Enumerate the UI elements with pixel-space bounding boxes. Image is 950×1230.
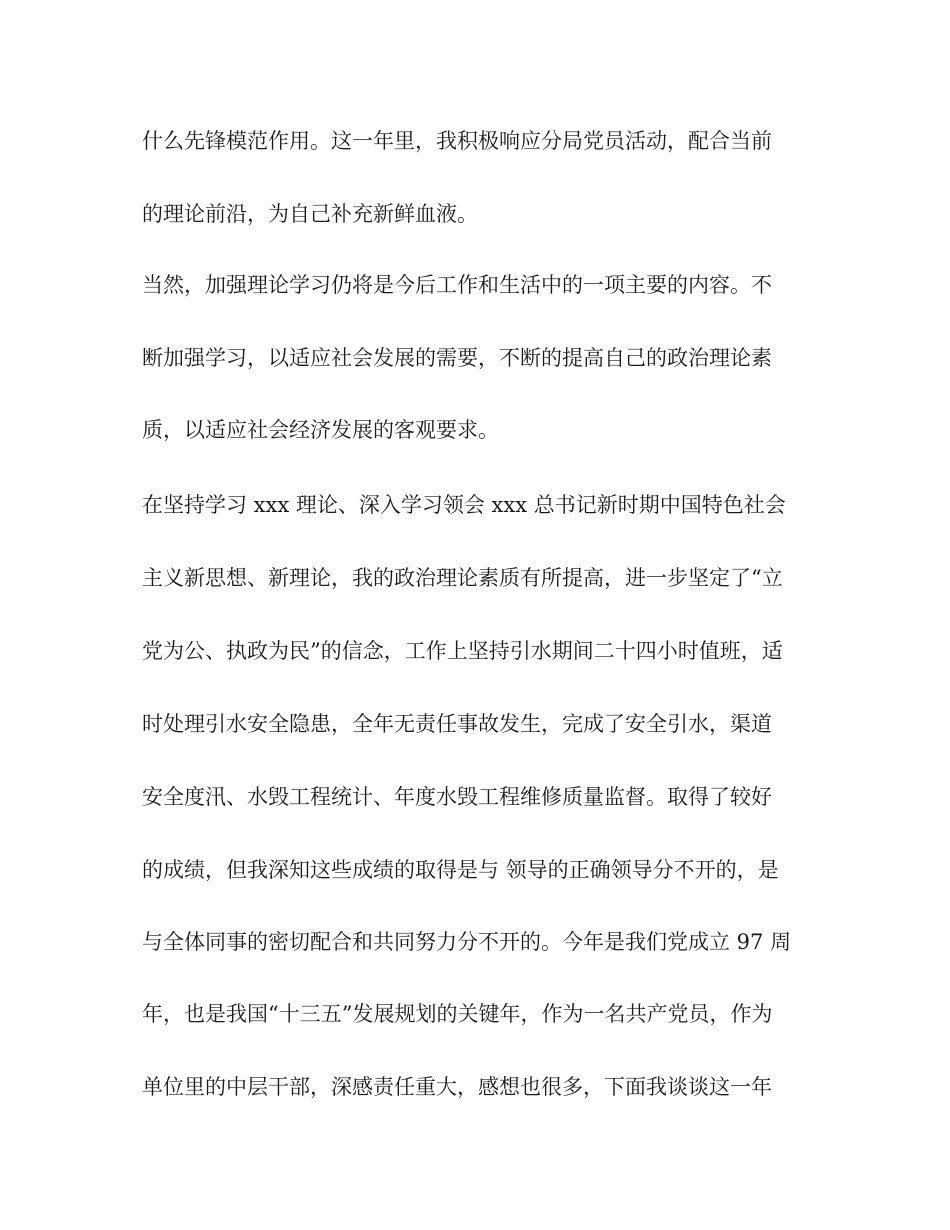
text-line: 当然，加强理论学习仍将是今后工作和生活中的一项主要的内容。不 (142, 273, 772, 297)
text-line: 质，以适应社会经济发展的客观要求。 (142, 418, 499, 442)
text-line: 年，也是我国“十三五”发展规划的关键年，作为一名共产党员，作为 (142, 1002, 773, 1026)
text-line: 单位里的中层干部，深感责任重大，感想也很多，下面我谈谈这一年 (142, 1075, 772, 1099)
text-line: 与全体同事的密切配合和共同努力分不开的。今年是我们党成立 97 周 (142, 930, 792, 954)
text-line: 时处理引水安全隐患，全年无责任事故发生，完成了安全引水，渠道 (142, 712, 772, 736)
text-line: 断加强学习，以适应社会发展的需要，不断的提高自己的政治理论素 (142, 346, 772, 370)
text-line: 党为公、执政为民”的信念，工作上坚持引水期间二十四小时值班，适 (142, 639, 783, 663)
text-line: 在坚持学习 xxx 理论、深入学习领会 xxx 总书记新时期中国特色社会 (142, 493, 786, 517)
text-line: 安全度汛、水毁工程统计、年度水毁工程维修质量监督。取得了较好 (142, 785, 772, 809)
text-line: 什么先锋模范作用。这一年里，我积极响应分局党员活动，配合当前 (142, 129, 772, 153)
text-line: 的理论前沿，为自己补充新鲜血液。 (142, 202, 478, 226)
text-line: 主义新思想、新理论，我的政治理论素质有所提高，进一步坚定了“立 (142, 566, 783, 590)
text-line: 的成绩，但我深知这些成绩的取得是与 领导的正确领导分不开的，是 (142, 858, 779, 882)
